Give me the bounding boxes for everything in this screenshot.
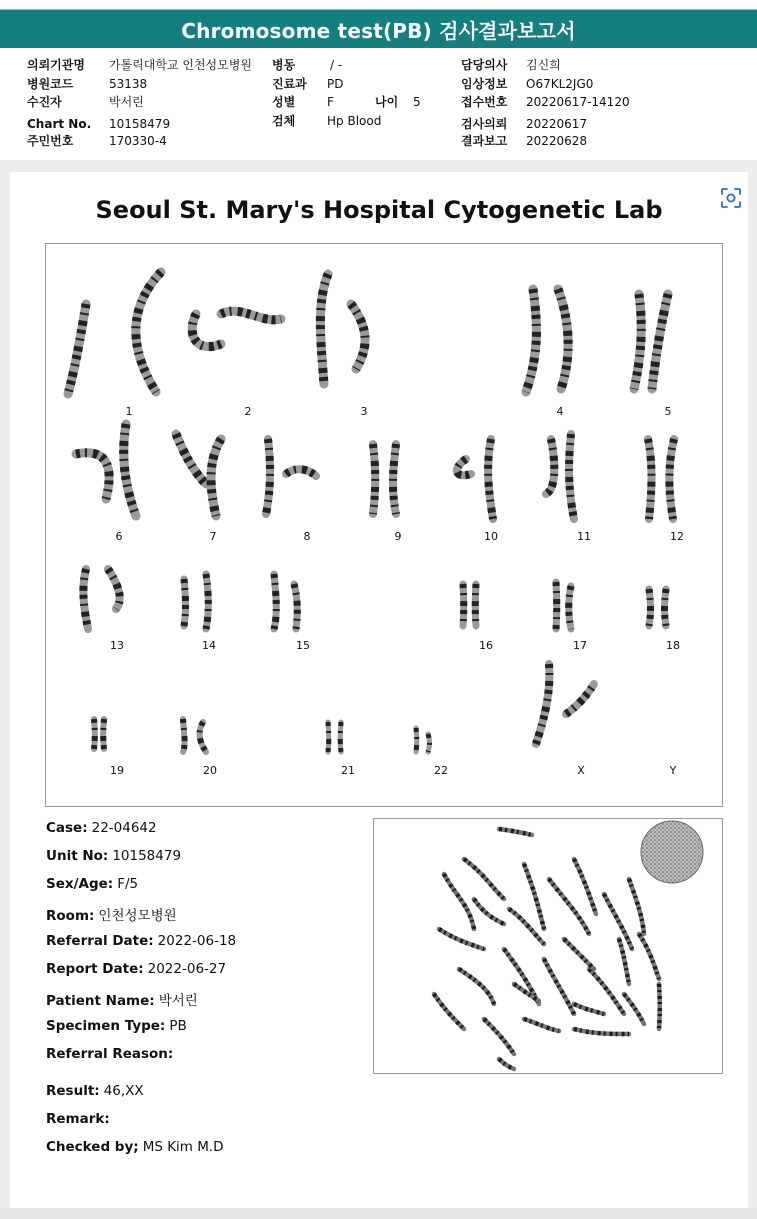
chromosome-label: 19 — [110, 764, 124, 777]
case-field-value: F/5 — [117, 876, 139, 892]
chromosome-label: 7 — [209, 530, 217, 543]
case-field-value: 2022-06-27 — [147, 961, 227, 977]
case-field-value: PB — [169, 1018, 187, 1034]
case-field-row — [46, 1018, 187, 1034]
case-field-row — [46, 1046, 177, 1062]
result-field-value: 46,XX — [103, 1083, 144, 1099]
case-field-label: Report Date: — [46, 961, 144, 977]
case-field-value: 인천성모병원 — [98, 908, 177, 924]
case-field-label: Room: — [46, 908, 95, 924]
case-field-row — [46, 961, 226, 977]
report-header-bar — [0, 9, 757, 49]
metaphase-spread — [374, 819, 722, 1073]
patient-info-panel: 의뢰기관명 가톨릭대학교 인천성모병원 병원코드 53138 수진자 박서린 Chart No. 10158479 주민번호 170330-4 병동 / - 진료과 PD 성별 F 나이 5 검체 Hp Blood 담당의사 김신희 임상정보 O67KL2JG0 접수번호 20220617-14120 검사의뢰 20220617 결과보고 20220628 — [0, 48, 757, 160]
top-margin — [0, 0, 757, 9]
case-field-value: 10158479 — [112, 848, 182, 864]
chromosome-label: X — [577, 764, 585, 777]
section-divider — [0, 161, 757, 171]
result-field-label: Checked by; — [46, 1139, 139, 1155]
interphase-nucleus — [641, 821, 703, 883]
case-field-label: Unit No: — [46, 848, 109, 864]
chromosome-label: 22 — [434, 764, 448, 777]
case-field-label: Patient Name: — [46, 993, 155, 1009]
chromosome-label: 4 — [556, 405, 564, 418]
chromosome-label: 13 — [110, 639, 124, 652]
chromosome-label: 16 — [479, 639, 493, 652]
karyotype-chromosomes — [46, 244, 722, 806]
case-field-row — [46, 876, 138, 892]
case-field-row — [46, 904, 177, 924]
case-field-value: 2022-06-18 — [157, 933, 237, 949]
chromosome-label: 1 — [125, 405, 133, 418]
chromosome-label: 8 — [303, 530, 311, 543]
chromosome-label: 5 — [664, 405, 672, 418]
result-field-row — [46, 1111, 114, 1127]
case-field-row — [46, 820, 157, 836]
lab-title: Seoul St. Mary's Hospital Cytogenetic Lab — [95, 196, 663, 224]
case-field-label: Specimen Type: — [46, 1018, 166, 1034]
chromosome-label: 3 — [360, 405, 368, 418]
result-field-row — [46, 1083, 144, 1099]
chromosome-label: 11 — [577, 530, 591, 543]
chromosome-label: Y — [669, 764, 677, 777]
chromosome-label: 9 — [394, 530, 402, 543]
case-field-row — [46, 933, 236, 949]
chromosome-label: 2 — [244, 405, 252, 418]
chromosome-label: 12 — [670, 530, 684, 543]
report-header-title: Chromosome test(PB) 검사결과보고서 — [181, 18, 576, 43]
result-field-label: Result: — [46, 1083, 100, 1099]
case-field-row — [46, 989, 198, 1009]
chromosome-label: 6 — [115, 530, 123, 543]
result-field-label: Remark: — [46, 1111, 110, 1127]
case-field-label: Referral Date: — [46, 933, 154, 949]
chromosome-label: 17 — [573, 639, 587, 652]
case-field-label: Case: — [46, 820, 88, 836]
bottom-strip — [0, 1208, 757, 1219]
case-field-value: 박서린 — [158, 993, 198, 1009]
case-field-label: Sex/Age: — [46, 876, 114, 892]
chromosome-label: 14 — [202, 639, 216, 652]
result-field-value: MS Kim M.D — [142, 1139, 224, 1155]
chromosome-label: 18 — [666, 639, 680, 652]
chromosome-label: 21 — [341, 764, 355, 777]
chromosome-label: 20 — [203, 764, 217, 777]
chromosome-label: 15 — [296, 639, 310, 652]
case-field-value: 22-04642 — [91, 820, 157, 836]
case-field-label: Referral Reason: — [46, 1046, 174, 1062]
result-field-row — [46, 1139, 224, 1155]
case-field-row — [46, 848, 181, 864]
metaphase-image — [373, 818, 723, 1074]
karyotype-image — [45, 243, 723, 807]
chromosome-label: 10 — [484, 530, 498, 543]
